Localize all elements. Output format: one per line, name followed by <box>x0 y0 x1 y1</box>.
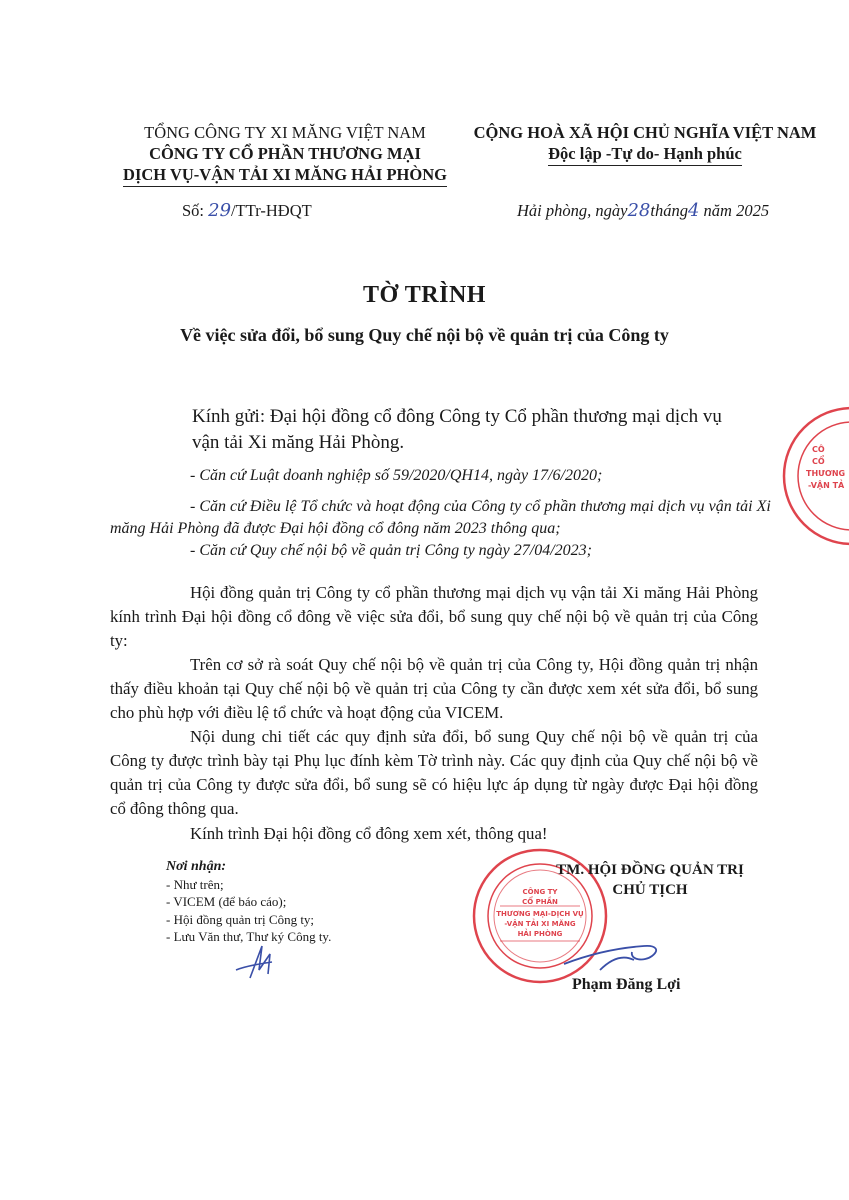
date-place: Hải phòng, ngày <box>517 201 628 220</box>
doc-number-suffix: /TTr-HĐQT <box>231 201 312 220</box>
recipients-item: - Lưu Văn thư, Thư ký Công ty. <box>166 929 332 944</box>
document-subtitle: Về việc sửa đổi, bổ sung Quy chế nội bộ về quản trị của Công ty <box>180 325 669 345</box>
svg-text:CÔ: CÔ <box>812 445 825 454</box>
document-number <box>182 200 312 221</box>
organization-header <box>100 122 470 187</box>
document-title: TỜ TRÌNH <box>363 282 486 308</box>
org-parent-name: TỔNG CÔNG TY XI MĂNG VIỆT NAM <box>144 123 426 142</box>
body-paragraph-4: Kính trình Đại hội đồng cổ đông xem xét, thông qua! <box>190 824 548 843</box>
national-motto: Độc lập -Tự do- Hạnh phúc <box>548 143 742 166</box>
recipients-heading: Nơi nhận: <box>166 859 227 874</box>
body-paragraph-3: Nội dung chi tiết các quy định sửa đổi, bổ sung Quy chế nội bộ về quản trị của Công ty được trình bày tại Phụ lục đính kèm Tờ trình này. Các quy định của Quy chế nội bộ về quản trị của Công ty được sửa đổi, bổ sung sẽ có hiệu lực áp dụng từ ngày được Đại hội đồng cổ đông thông qua. <box>110 727 758 818</box>
doc-number-prefix: Số: <box>182 201 205 220</box>
body-paragraph-1: Hội đồng quản trị Công ty cổ phần thương mại dịch vụ vận tải Xi măng Hải Phòng kính trình Đại hội đồng cổ đông về việc sửa đổi, bổ sung quy chế nội bộ về quản trị của Công ty: <box>110 583 758 650</box>
date-month-label: tháng <box>650 201 688 220</box>
legal-basis-1: - Căn cứ Luật doanh nghiệp số 59/2020/QH14, ngày 17/6/2020; <box>190 467 603 484</box>
legal-basis-3: - Căn cứ Quy chế nội bộ về quản trị Công ty ngày 27/04/2023; <box>190 542 592 559</box>
recipients-item: - VICEM (để báo cáo); <box>166 894 287 909</box>
recipients-list <box>166 858 331 946</box>
recipients-item: - Như trên; <box>166 876 224 892</box>
recipient-line: Kính gửi: Đại hội đồng cổ đông Công ty Cổ phần thương mại dịch vụ vận tải Xi măng Hải Phòng. <box>192 406 722 453</box>
svg-text:THƯƠNG MẠI-DỊCH VỤ: THƯƠNG MẠI-DỊCH VỤ <box>496 910 584 918</box>
national-header <box>460 122 830 166</box>
svg-text:HẢI PHÒNG: HẢI PHÒNG <box>517 930 563 938</box>
svg-text:CÔNG TY: CÔNG TY <box>522 888 558 896</box>
signature-block <box>520 860 780 900</box>
org-company-name-line2: DỊCH VỤ-VẬN TẢI XI MĂNG HẢI PHÒNG <box>123 164 447 187</box>
signature-role: CHỦ TỊCH <box>612 882 688 898</box>
initial-signature <box>232 940 292 985</box>
body-paragraph-2: Trên cơ sở rà soát Quy chế nội bộ về quản trị của Công ty, Hội đồng quản trị nhận thấy điều khoản tại Quy chế nội bộ về quản trị của Công ty cần được xem xét sửa đổi, bổ sung cho phù hợp với điều lệ tổ chức và hoạt động của VICEM. <box>110 655 758 722</box>
national-title: CỘNG HOÀ XÃ HỘI CHỦ NGHĨA VIỆT NAM <box>473 123 817 142</box>
date-day-handwritten: 28 <box>627 200 651 221</box>
signature-title: TM. HỘI ĐỒNG QUẢN TRỊ <box>556 862 744 878</box>
partial-seal-stamp <box>778 404 849 554</box>
date-month-handwritten: 4 <box>687 200 700 221</box>
svg-text:-VẬN TẢ: -VẬN TẢ <box>808 481 845 490</box>
signer-name: Phạm Đăng Lợi <box>572 976 681 993</box>
doc-number-handwritten: 29 <box>208 200 232 221</box>
document-date <box>517 200 769 221</box>
date-year: năm 2025 <box>703 201 770 220</box>
svg-text:CỔ: CỔ <box>812 457 825 466</box>
svg-text:CỔ PHẦN: CỔ PHẦN <box>522 898 558 906</box>
recipients-item: - Hội đồng quản trị Công ty; <box>166 911 315 927</box>
handwritten-signature <box>560 930 670 980</box>
org-company-name-line1: CÔNG TY CỔ PHẦN THƯƠNG MẠI <box>149 144 421 163</box>
legal-basis-2: - Căn cứ Điều lệ Tổ chức và hoạt động của Công ty cổ phần thương mại dịch vụ vận tải Xi măng Hải Phòng đã được Đại hội đồng cổ đông năm 2023 thông qua; <box>110 498 771 537</box>
svg-text:-VẬN TẢI XI MĂNG: -VẬN TẢI XI MĂNG <box>504 920 576 928</box>
svg-text:THƯƠNG: THƯƠNG <box>806 469 846 478</box>
